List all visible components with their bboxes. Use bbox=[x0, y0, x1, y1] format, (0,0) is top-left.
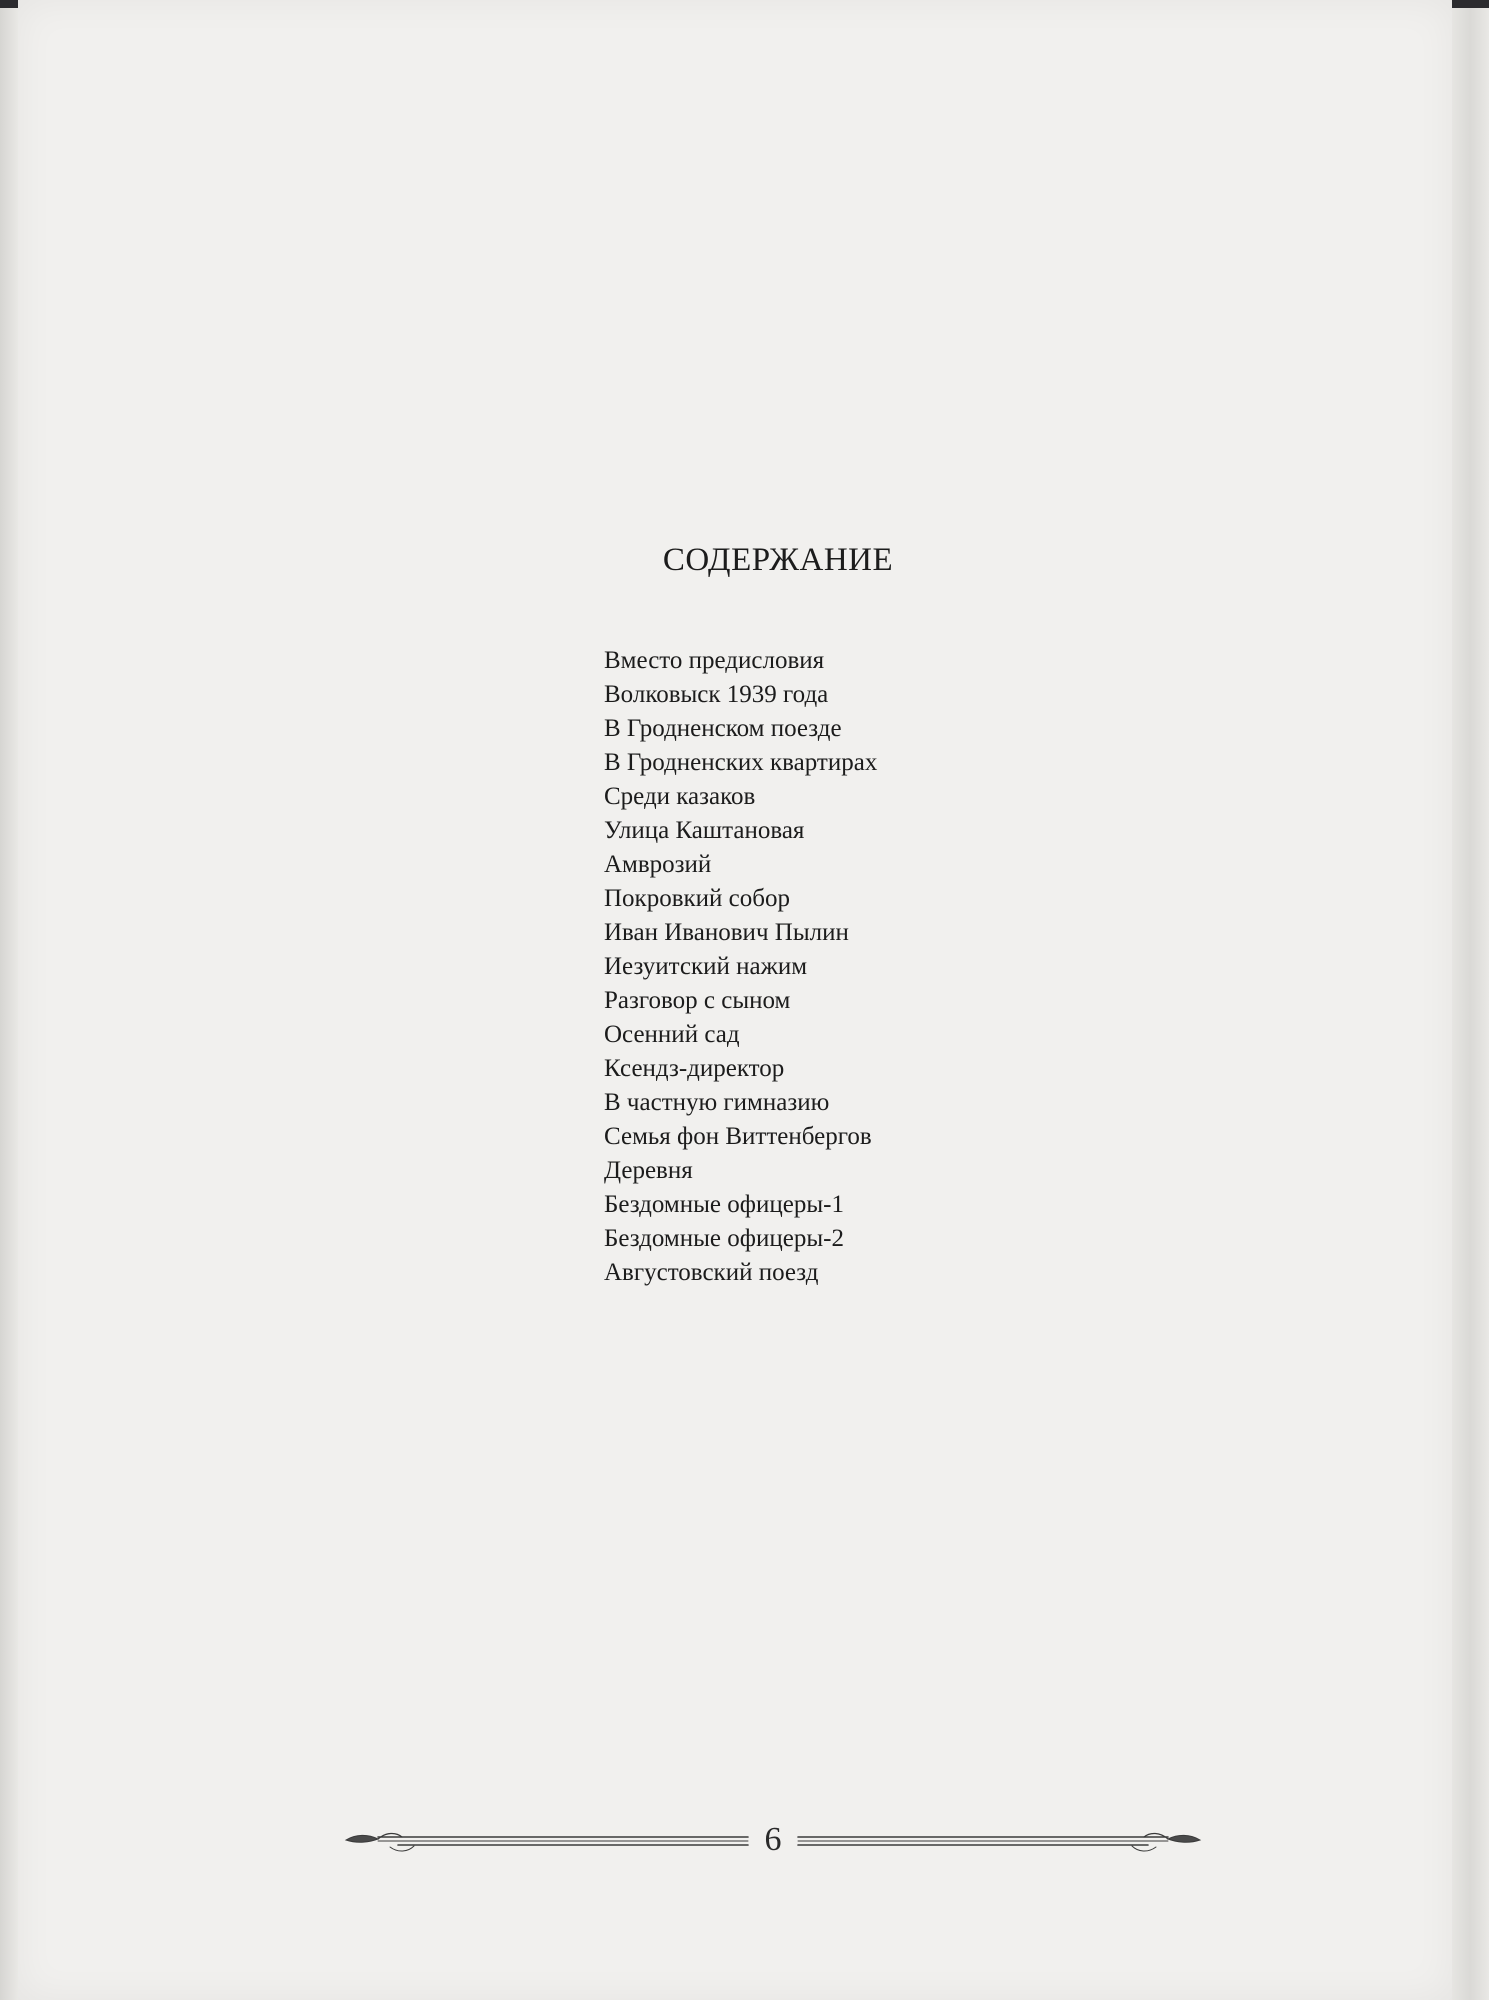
toc-item: В частную гимназию bbox=[604, 1089, 830, 1116]
toc-item: Иезуитский нажим bbox=[604, 953, 808, 980]
scan-right-edge bbox=[1452, 8, 1489, 2000]
scan-left-edge bbox=[0, 8, 18, 2000]
page-number: 6 bbox=[764, 1821, 782, 1858]
toc-item: Среди казаков bbox=[604, 783, 756, 810]
toc-item: Деревня bbox=[604, 1157, 693, 1184]
toc-item: Осенний сад bbox=[604, 1021, 740, 1048]
toc-item: Улица Каштановая bbox=[604, 817, 805, 844]
toc-item: Вместо предисловия bbox=[604, 647, 825, 674]
toc-item: Семья фон Виттенбергов bbox=[604, 1123, 872, 1150]
toc-item: Волковыск 1939 года bbox=[604, 681, 829, 708]
table-of-contents bbox=[604, 644, 877, 1290]
toc-item: Августовский поезд bbox=[604, 1259, 819, 1286]
toc-item: В Гродненском поезде bbox=[604, 715, 842, 742]
toc-item: Бездомные офицеры-1 bbox=[604, 1191, 844, 1218]
toc-item: Ксендз-директор bbox=[604, 1055, 785, 1082]
toc-item: В Гродненских квартирах bbox=[604, 749, 878, 776]
page-title: СОДЕРЖАНИЕ bbox=[662, 542, 894, 578]
toc-item: Иван Иванович Пылин bbox=[604, 919, 849, 946]
page-footer bbox=[338, 1820, 1208, 1860]
toc-item: Покровкий собор bbox=[604, 885, 790, 912]
toc-item: Разговор с сыном bbox=[604, 987, 791, 1014]
toc-item: Амврозий bbox=[604, 851, 712, 878]
toc-item: Бездомные офицеры-2 bbox=[604, 1225, 844, 1252]
